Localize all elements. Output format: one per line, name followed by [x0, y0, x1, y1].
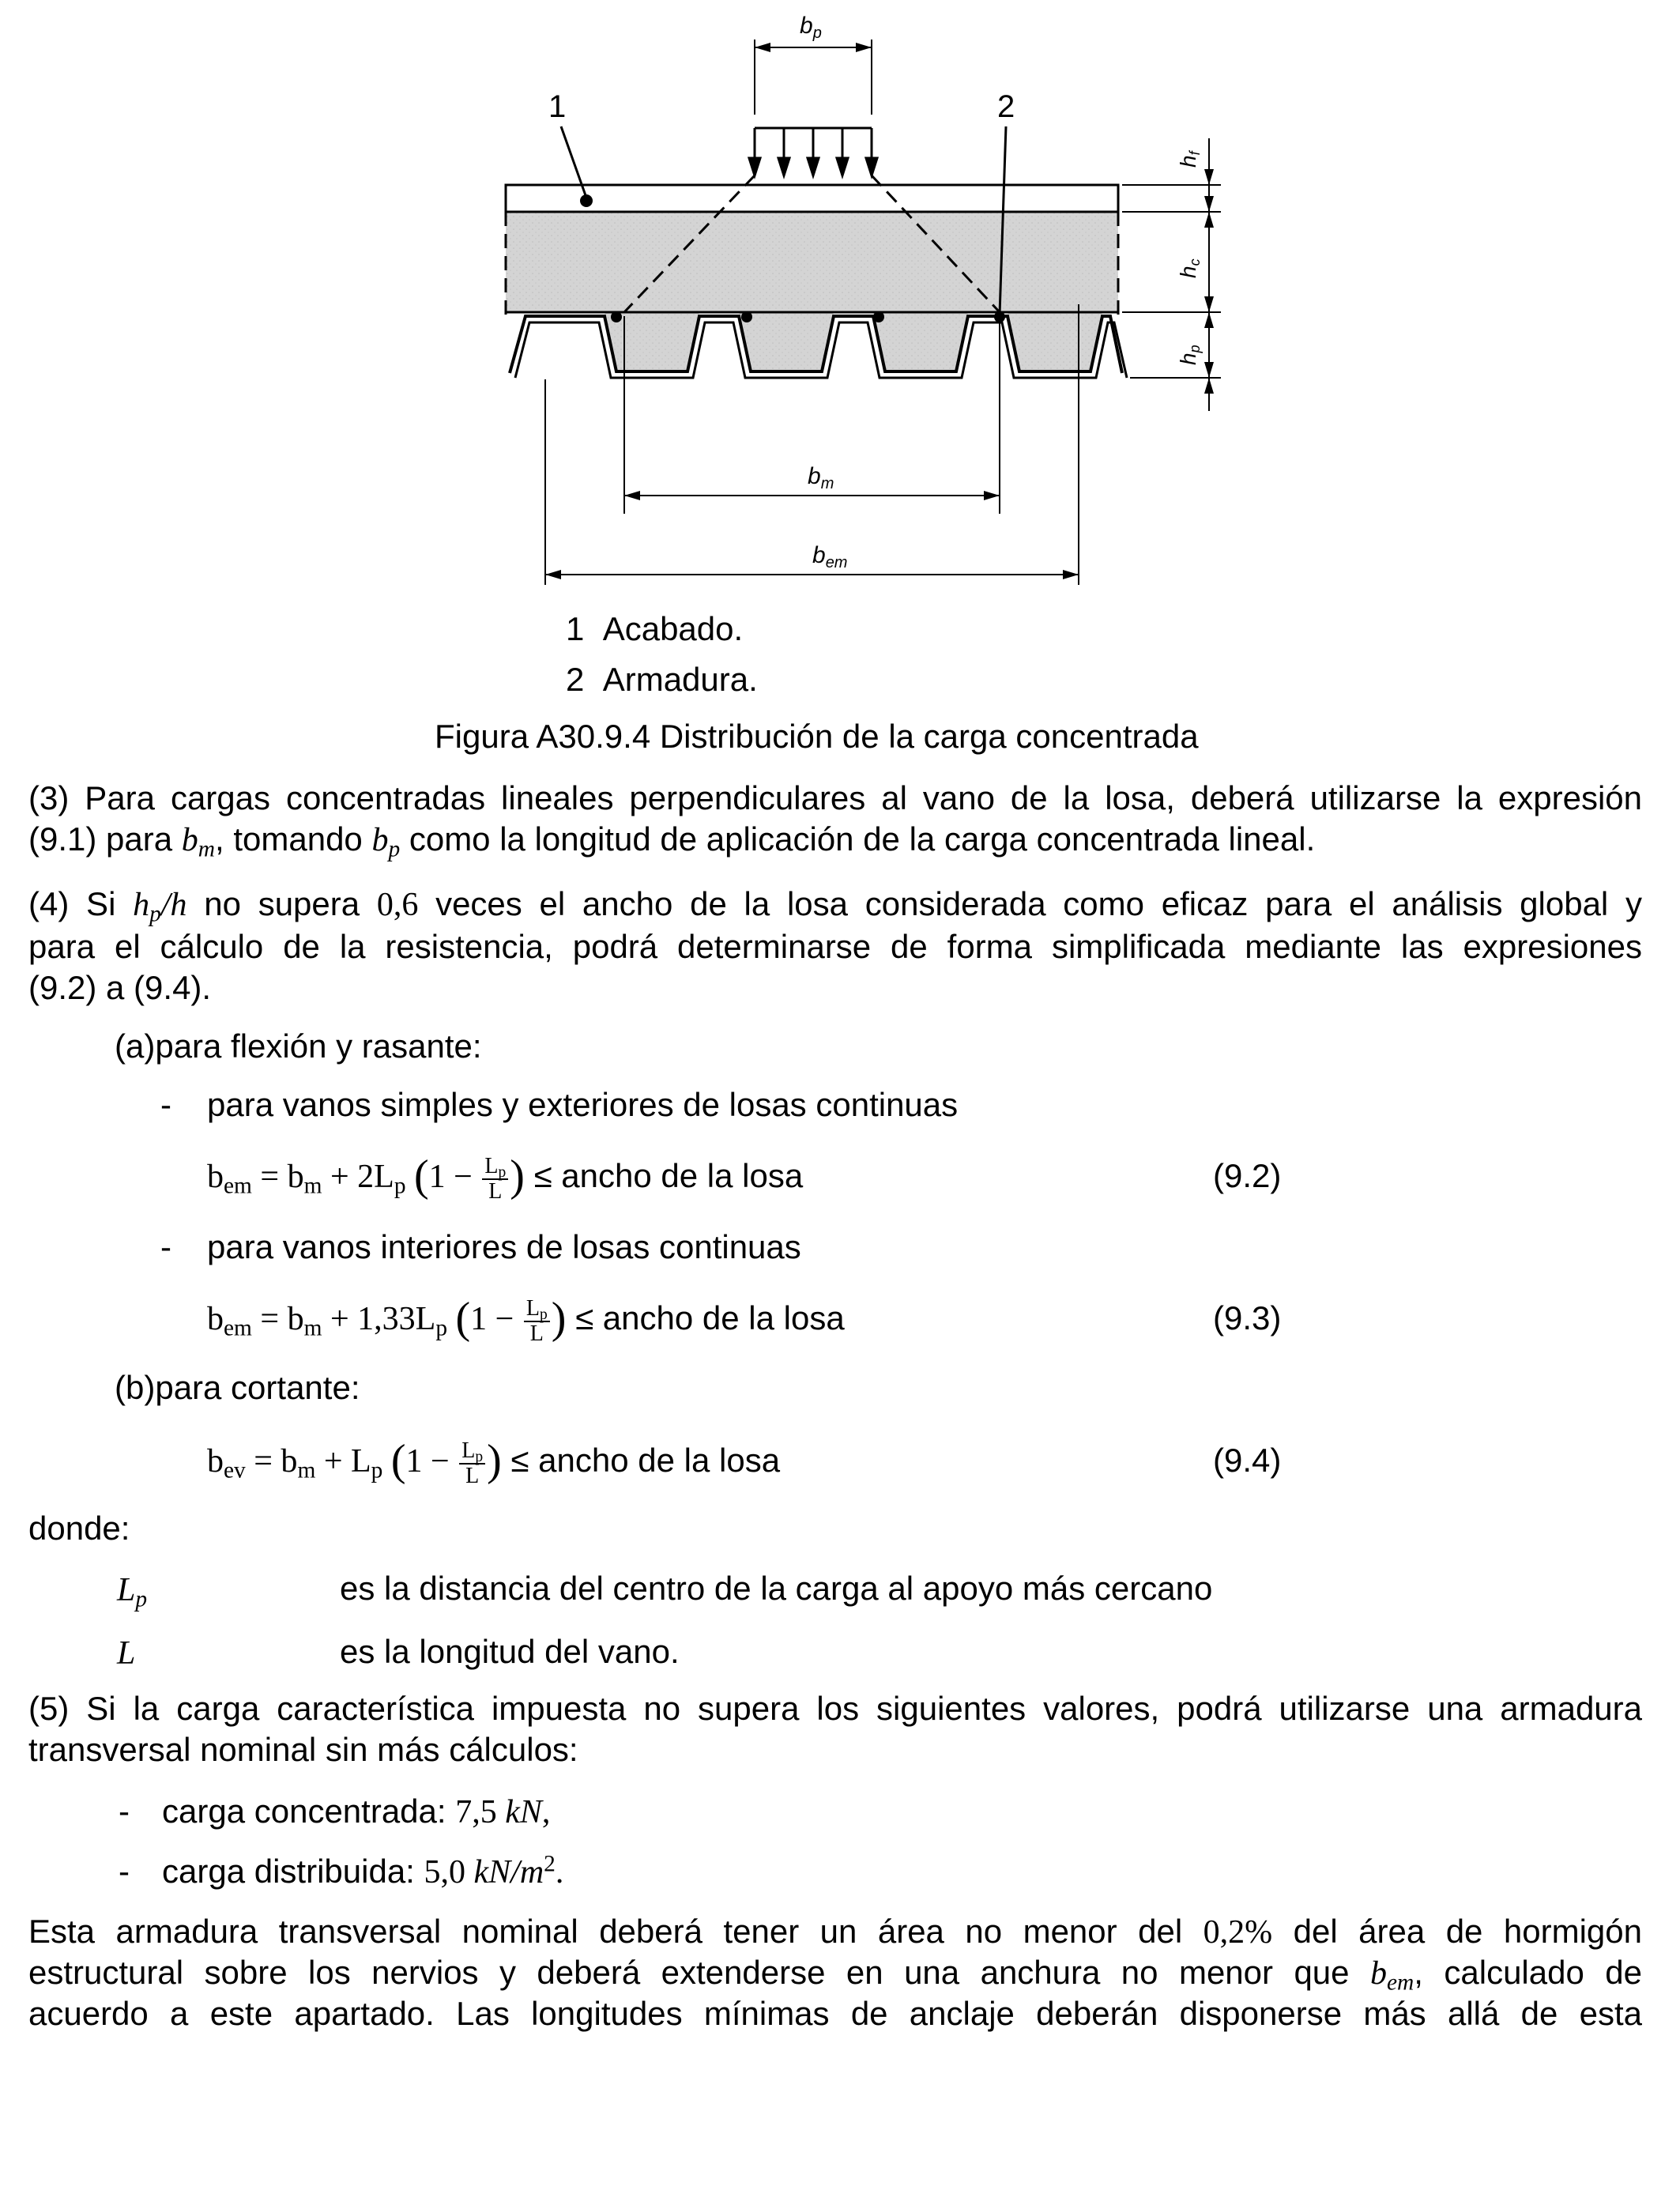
para4-line1	[28, 884, 1642, 925]
case-a-heading: (a)para flexión y rasante:	[115, 1027, 482, 1065]
para3-text: , tomando	[215, 820, 372, 858]
label-hc: h	[1176, 266, 1200, 278]
svg-text:hp	[1176, 345, 1203, 365]
svg-text:bm	[808, 463, 834, 492]
final-line1: Esta armadura transversal nominal deberá tener un área no menor del 0,2% del área de hormigón	[28, 1913, 1642, 1951]
equation-9-4: $b_{ev} = b_m + L_p$ (1 − $\frac{L_p}{L}$ ) ≤ ancho de la losa	[207, 1436, 781, 1489]
para4-line2: para el cálculo de la resistencia, podrá determinarse de forma simplificada mediante las expresiones	[28, 928, 1642, 965]
load-item-2: carga distribuida: 5,0 $kN/m^2$.	[162, 1851, 564, 1891]
equation-9-2: $b_{em} = b_m + 2L_p$ (1 − $\frac{L_p}{L}$ ) ≤ ancho de la losa	[207, 1152, 804, 1204]
slab-diagram	[462, 0, 1237, 601]
definition-text-lp: es la distancia del centro de la carga al apoyo más cercano	[340, 1570, 1213, 1607]
definition-symbol-l: L	[117, 1635, 136, 1672]
label-bm: b	[808, 463, 821, 489]
legend-text: Acabado.	[602, 610, 744, 647]
figure-container	[462, 0, 1237, 601]
figure-legend-2	[566, 659, 758, 700]
bullet-2: para vanos interiores de losas continuas	[207, 1228, 801, 1265]
case-b-heading: (b)para cortante:	[115, 1369, 360, 1406]
label-bp: b	[800, 13, 813, 39]
svg-text:bem	[812, 542, 847, 571]
figure-legend-1	[566, 609, 743, 650]
legend-num: 1	[566, 610, 585, 647]
load-item-1: carga concentrada: 7,5 kN,	[162, 1793, 551, 1830]
bullet-dash: -	[160, 1086, 171, 1123]
label-callout-1: 1	[548, 89, 567, 124]
label-hp-sub: p	[1187, 345, 1203, 353]
label-bp-sub: p	[812, 25, 822, 42]
bullet-dash: -	[119, 1853, 130, 1890]
para5-line1: (5) Si la carga característica impuesta no supera los siguientes valores, podrá utilizarse una armadura	[28, 1690, 1642, 1727]
para3-text: como la longitud de aplicación de la carga concentrada lineal.	[400, 820, 1316, 858]
label-bem: b	[812, 542, 826, 568]
para4-text: no supera	[186, 885, 377, 922]
equation-9-3: $b_{em} = b_m + 1,33L_p$ (1 − $\frac{L_p}{L}$ ) ≤ ancho de la losa	[207, 1294, 845, 1347]
bullet-1: para vanos simples y exteriores de losas continuas	[207, 1086, 959, 1123]
finish-layer	[506, 185, 1118, 212]
load-arrows-icon	[749, 128, 877, 175]
para4-text: veces el ancho de la losa considerada como eficaz para el análisis global y	[418, 885, 1642, 922]
math-value: 0,6	[376, 887, 419, 923]
equation-number-9-3: (9.3)	[1213, 1299, 1282, 1336]
para5-line2: transversal nominal sin más cálculos:	[28, 1731, 578, 1768]
label-callout-2: 2	[997, 89, 1015, 124]
figure-caption: Figura A30.9.4 Distribución de la carga concentrada	[435, 718, 1199, 755]
equation-number-9-4: (9.4)	[1213, 1442, 1282, 1479]
legend-text: Armadura.	[602, 661, 758, 698]
para4-text: (4) Si	[28, 885, 134, 922]
final-line2: estructural sobre los nervios y deberá extenderse en una anchura no menor que $b_{em}$, calculado de	[28, 1954, 1642, 1996]
para3-line1: (3) Para cargas concentradas lineales perpendiculares al vano de la losa, deberá utilizarse la expresión	[28, 779, 1642, 816]
donde-label: donde:	[28, 1510, 130, 1547]
final-line3: acuerdo a este apartado. Las longitudes mínimas de anclaje deberán disponerse más allá de esta	[28, 1995, 1642, 2032]
svg-text:bp	[800, 13, 822, 42]
label-hf-sub: f	[1187, 151, 1203, 156]
para3-line2	[28, 819, 1315, 861]
svg-text:hf	[1176, 149, 1203, 168]
label-hc-sub: c	[1187, 258, 1203, 266]
bullet-dash: -	[119, 1793, 130, 1830]
math-hp-over-h: $h_p/h$	[133, 887, 187, 927]
para3-text: (9.1) para	[28, 820, 182, 858]
definition-symbol-lp: $L_p$	[117, 1572, 148, 1612]
label-bm-sub: m	[820, 475, 834, 492]
label-bem-sub: em	[825, 554, 848, 571]
definition-text-l: es la longitud del vano.	[340, 1633, 680, 1670]
label-hf: h	[1176, 155, 1200, 168]
svg-text:hc	[1176, 258, 1203, 278]
math-bp: $b_p$	[371, 822, 401, 862]
bullet-dash: -	[160, 1228, 171, 1265]
equation-number-9-2: (9.2)	[1213, 1157, 1282, 1194]
math-bm: $b_m$	[181, 822, 215, 862]
concrete-body	[506, 212, 1118, 371]
label-hp: h	[1176, 352, 1200, 365]
legend-num: 2	[566, 661, 585, 698]
para4-line3: (9.2) a (9.4).	[28, 969, 212, 1006]
